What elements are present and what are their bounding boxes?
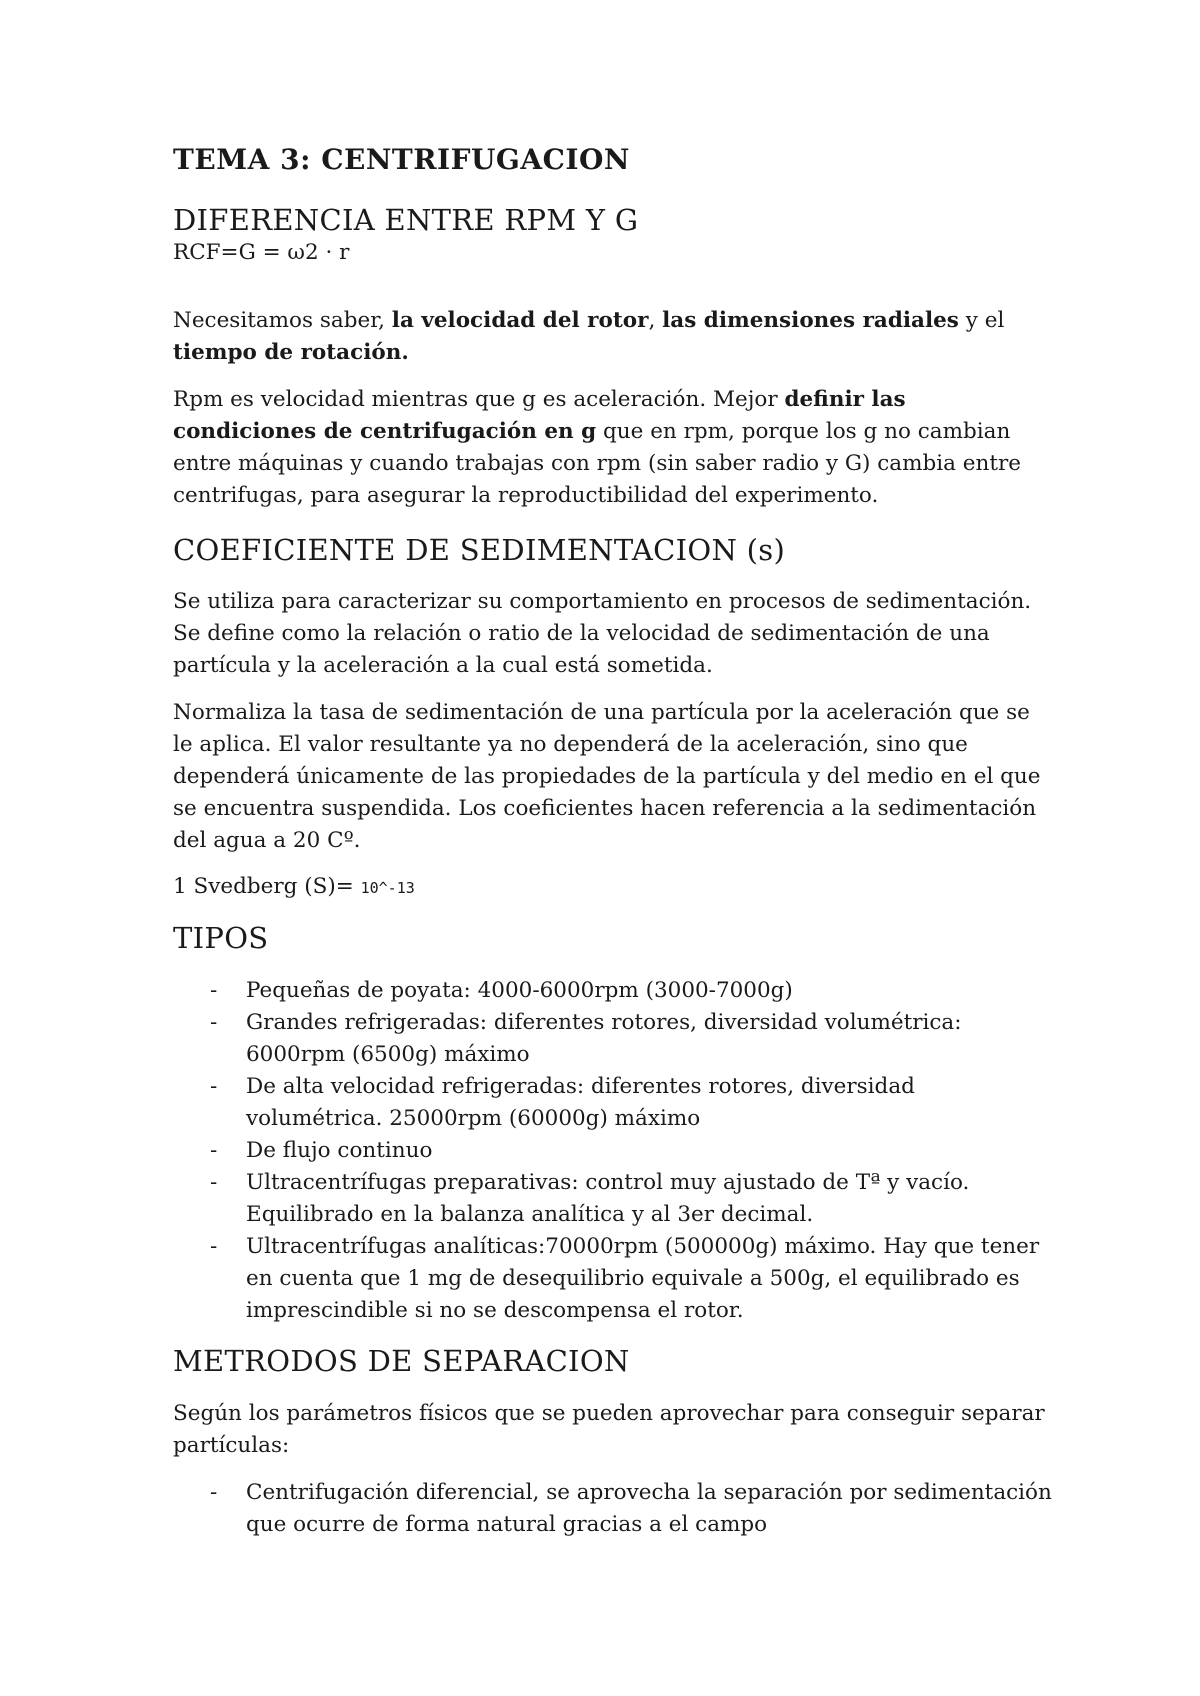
list-item-text: De flujo continuo xyxy=(246,1138,433,1163)
svedberg-value: 10^-13 xyxy=(360,879,415,897)
heading-tipos: TIPOS xyxy=(173,921,269,955)
bullet-dash: - xyxy=(210,1234,218,1259)
formula-rcf: RCF=G = ω2 · r xyxy=(173,240,350,265)
paragraph-segun: Según los parámetros físicos que se pueden aprovechar para conseguir separar partículas: xyxy=(173,1401,1045,1458)
list-item xyxy=(173,1007,1053,1071)
list-item-text: Centrifugación diferencial, se aprovecha la separación por sedimentación que ocurre de forma natural gracias a el campo xyxy=(246,1480,1052,1537)
list-item xyxy=(173,1167,1053,1231)
paragraph-normaliza: Normaliza la tasa de sedimentación de una partícula por la aceleración que se le aplica. El valor resultante ya no dependerá de la aceleración, sino que dependerá únicamente de las propiedades de la partícula y del medio en el que se encuentra suspendida. Los coeficientes hacen referencia a la sedimentación del agua a 20 Cº. xyxy=(173,700,1041,853)
bullet-dash: - xyxy=(210,1074,218,1099)
bullet-dash: - xyxy=(210,1480,218,1505)
metodos-list xyxy=(173,1477,1053,1541)
bold-run: tiempo de rotación. xyxy=(173,340,409,365)
svedberg-definition xyxy=(173,871,1053,904)
text-run: , xyxy=(648,308,663,333)
text-run: y el xyxy=(958,308,1005,333)
paragraph-se-utiliza: Se utiliza para caracterizar su comportamiento en procesos de sedimentación. Se define como la relación o ratio de la velocidad de sedimentación de una partícula y la aceleración a la cual está sometida. xyxy=(173,589,1032,678)
bullet-dash: - xyxy=(210,1010,218,1035)
bullet-dash: - xyxy=(210,978,218,1003)
list-item xyxy=(173,1231,1053,1327)
bold-run: la velocidad del rotor xyxy=(391,308,649,333)
document-title: TEMA 3: CENTRIFUGACION xyxy=(173,143,630,176)
paragraph-rpm-velocidad xyxy=(173,384,1053,512)
text-run: 1 Svedberg (S)= xyxy=(173,874,361,899)
text-run: que en rpm, porque los g no cambian entre máquinas y cuando trabajas con rpm (sin saber radio y G) cambia entre centrifugas, para asegurar la reproductibilidad del experimento. xyxy=(173,419,1022,508)
text-run: Necesitamos saber, xyxy=(173,308,392,333)
list-item-text: Grandes refrigeradas: diferentes rotores, diversidad volumétrica: 6000rpm (6500g) máximo xyxy=(246,1010,962,1067)
list-item-text: Ultracentrífugas analíticas:70000rpm (500000g) máximo. Hay que tener en cuenta que 1 mg de desequilibrio equivale a 500g, el equilibrado es imprescindible si no se descompensa el rotor. xyxy=(246,1234,1040,1323)
bold-run: las dimensiones radiales xyxy=(662,308,959,333)
list-item-text: Ultracentrífugas preparativas: control muy ajustado de Tª y vacío. Equilibrado en la balanza analítica y al 3er decimal. xyxy=(246,1170,970,1227)
heading-rpm-g: DIFERENCIA ENTRE RPM Y G xyxy=(173,203,639,237)
text-run: Rpm es velocidad mientras que g es aceleración. Mejor xyxy=(173,387,785,412)
bullet-dash: - xyxy=(210,1170,218,1195)
heading-metodos: METRODOS DE SEPARACION xyxy=(173,1344,630,1378)
list-item-text: Pequeñas de poyata: 4000-6000rpm (3000-7000g) xyxy=(246,978,793,1003)
list-item-text: De alta velocidad refrigeradas: diferentes rotores, diversidad volumétrica. 25000rpm (60000g) máximo xyxy=(246,1074,915,1131)
heading-sedimentacion: COEFICIENTE DE SEDIMENTACION (s) xyxy=(173,533,786,567)
list-item xyxy=(173,975,1053,1007)
bullet-dash: - xyxy=(210,1138,218,1163)
paragraph-necesitamos xyxy=(173,305,1053,369)
list-item xyxy=(173,1071,1053,1135)
list-item xyxy=(173,1135,1053,1167)
list-item xyxy=(173,1477,1053,1541)
tipos-list xyxy=(173,975,1053,1327)
bold-run: definir las condiciones de centrifugación en g xyxy=(173,387,906,444)
